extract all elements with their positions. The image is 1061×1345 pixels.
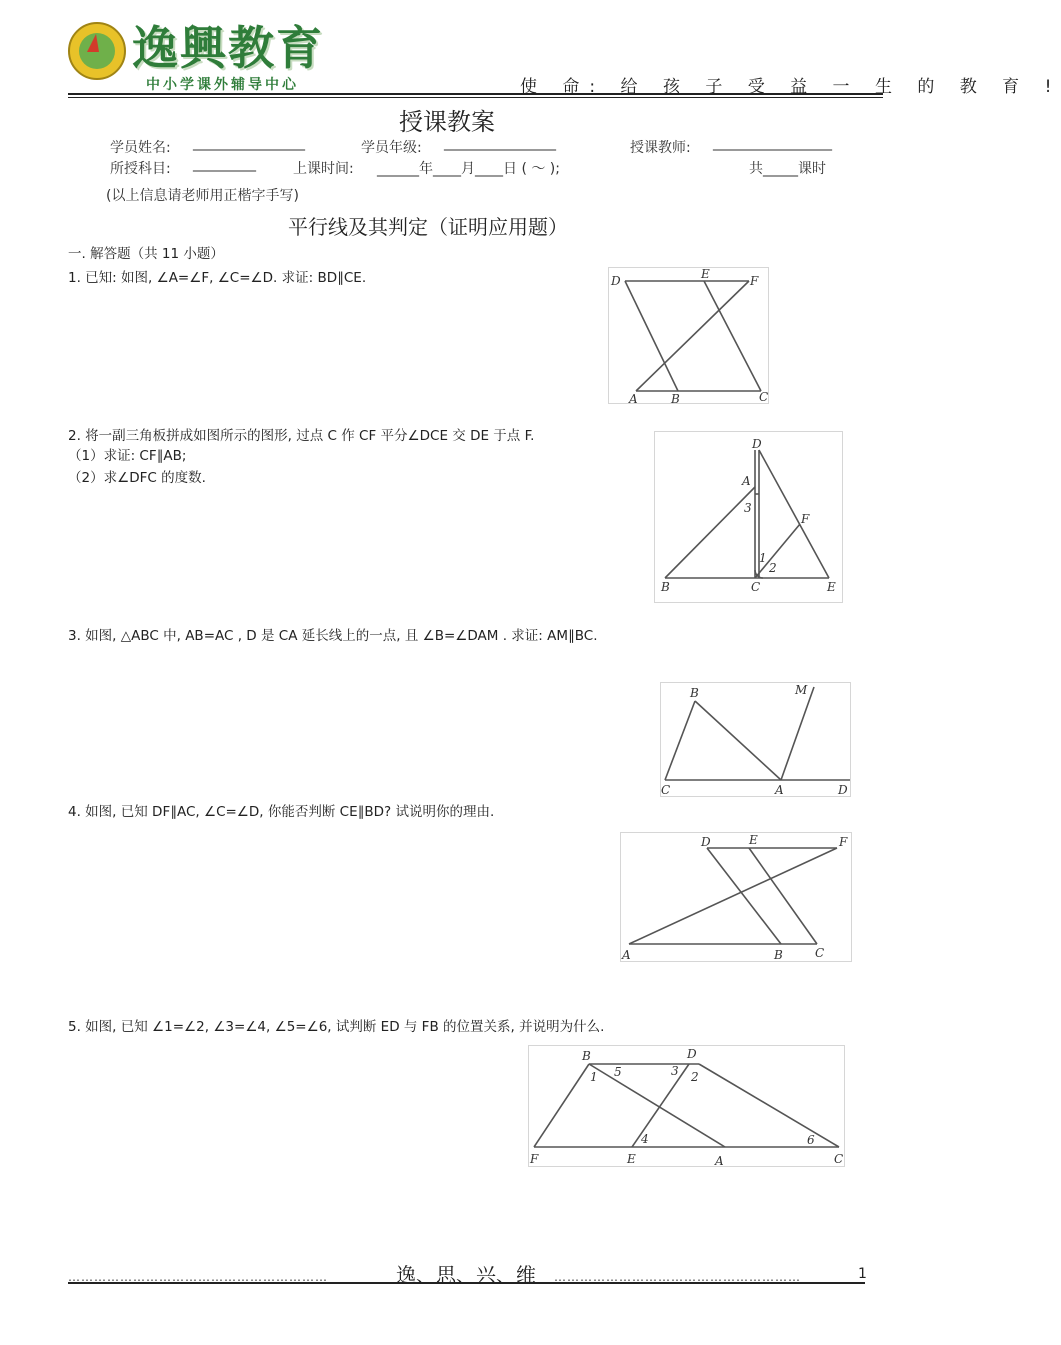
fig5-angle-6: 6 xyxy=(807,1133,815,1147)
total-hours-field[interactable]: 共_____课时 xyxy=(749,161,826,177)
fig2-label-a: A xyxy=(742,474,751,488)
fig3-label-d: D xyxy=(838,783,848,797)
time-label: 上课时间: xyxy=(293,161,354,177)
fig3-label-c: C xyxy=(661,783,671,797)
fig1-label-d: D xyxy=(611,274,621,288)
fig5-label-a: A xyxy=(715,1154,724,1168)
fig1-label-c: C xyxy=(759,390,769,404)
slogan: 使 命: 给 孩 子 受 益 一 生 的 教 育 ! xyxy=(520,77,1061,97)
logo-emblem xyxy=(68,22,126,80)
question-2-part-2: （2）求∠DFC 的度数. xyxy=(68,470,206,486)
fig2-angle-1: 1 xyxy=(759,551,767,565)
fig4-label-a: A xyxy=(622,948,631,962)
footer-dots-left: …………………………………………………… xyxy=(68,1270,328,1284)
fig4-label-f: F xyxy=(839,835,848,849)
fig4-label-c: C xyxy=(815,946,825,960)
time-field[interactable]: ______年____月____日 ( ～ ); xyxy=(377,161,560,177)
question-4: 4. 如图, 已知 DF∥AC, ∠C=∠D, 你能否判断 CE∥BD? 试说明你的理由. xyxy=(68,804,495,820)
fig2-label-c: C xyxy=(751,580,761,594)
fig5-angle-4: 4 xyxy=(641,1132,649,1146)
fig4-label-b: B xyxy=(774,948,783,962)
fig5-angle-5: 5 xyxy=(614,1065,622,1079)
logo-sail-icon xyxy=(87,34,99,52)
grade-label: 学员年级: xyxy=(361,140,422,156)
fig5-label-c: C xyxy=(834,1152,844,1166)
fig1-label-e: E xyxy=(701,267,710,281)
fig2-angle-2: 2 xyxy=(769,561,777,575)
fig4-label-d: D xyxy=(701,835,711,849)
question-2-part-1: （1）求证: CF∥AB; xyxy=(68,448,187,464)
teacher-field[interactable]: _________________ xyxy=(713,135,832,151)
fig4-label-e: E xyxy=(749,833,758,847)
question-1: 1. 已知: 如图, ∠A=∠F, ∠C=∠D. 求证: BD∥CE. xyxy=(68,270,367,286)
fig3-label-a: A xyxy=(775,783,784,797)
fig1-label-a: A xyxy=(629,392,638,406)
fig5-label-f: F xyxy=(530,1152,539,1166)
footer-motto: 逸、思、兴、维 xyxy=(396,1263,536,1287)
teacher-label: 授课教师: xyxy=(630,140,691,156)
fig5-angle-3: 3 xyxy=(671,1064,679,1078)
fig2-label-e: E xyxy=(827,580,836,594)
subject-label: 所授科目: xyxy=(110,161,171,177)
question-3: 3. 如图, △ABC 中, AB=AC , D 是 CA 延长线上的一点, 且 ∠B=∠DAM . 求证: AM∥BC. xyxy=(68,628,598,644)
student-name-label: 学员姓名: xyxy=(110,140,171,156)
figure-4 xyxy=(620,832,852,962)
page-number: 1 xyxy=(858,1266,867,1282)
footer-rule xyxy=(68,1282,865,1284)
fig5-angle-2: 2 xyxy=(691,1070,699,1084)
fig1-label-f: F xyxy=(750,274,759,288)
brand-subtitle: 中小学课外辅导中心 xyxy=(146,77,299,93)
header-rule-thin xyxy=(68,97,883,98)
grade-field[interactable]: ________________ xyxy=(444,135,556,151)
fig3-label-m: M xyxy=(795,683,808,697)
part-heading: 一. 解答题（共 11 小题） xyxy=(68,246,224,262)
brand-name: 逸興教育 xyxy=(132,21,324,75)
fig5-label-d: D xyxy=(687,1047,697,1061)
subject-field[interactable]: _________ xyxy=(193,156,256,172)
question-5: 5. 如图, 已知 ∠1=∠2, ∠3=∠4, ∠5=∠6, 试判断 ED 与 FB 的位置关系, 并说明为什么. xyxy=(68,1019,605,1035)
fig5-angle-1: 1 xyxy=(590,1070,598,1084)
fig2-label-b: B xyxy=(661,580,670,594)
student-name-field[interactable]: ________________ xyxy=(193,135,305,151)
fig5-label-b: B xyxy=(582,1049,591,1063)
figure-5 xyxy=(528,1045,845,1167)
fig2-label-d: D xyxy=(752,437,762,451)
section-title: 平行线及其判定（证明应用题） xyxy=(288,215,568,239)
figure-2 xyxy=(654,431,843,603)
fig5-label-e: E xyxy=(627,1152,636,1166)
fig3-label-b: B xyxy=(690,686,699,700)
fig2-label-f: F xyxy=(801,512,810,526)
question-2: 2. 将一副三角板拼成如图所示的图形, 过点 C 作 CF 平分∠DCE 交 DE 于点 F. xyxy=(68,428,535,444)
doc-title: 授课教案 xyxy=(399,108,495,136)
figure-3 xyxy=(660,682,851,797)
fig2-angle-3: 3 xyxy=(744,501,752,515)
info-note: (以上信息请老师用正楷字手写) xyxy=(106,188,299,204)
fig1-label-b: B xyxy=(671,392,680,406)
figure-1 xyxy=(608,267,769,404)
footer-dots-right: ………………………………………………… xyxy=(554,1270,801,1284)
header-rule xyxy=(68,93,883,95)
